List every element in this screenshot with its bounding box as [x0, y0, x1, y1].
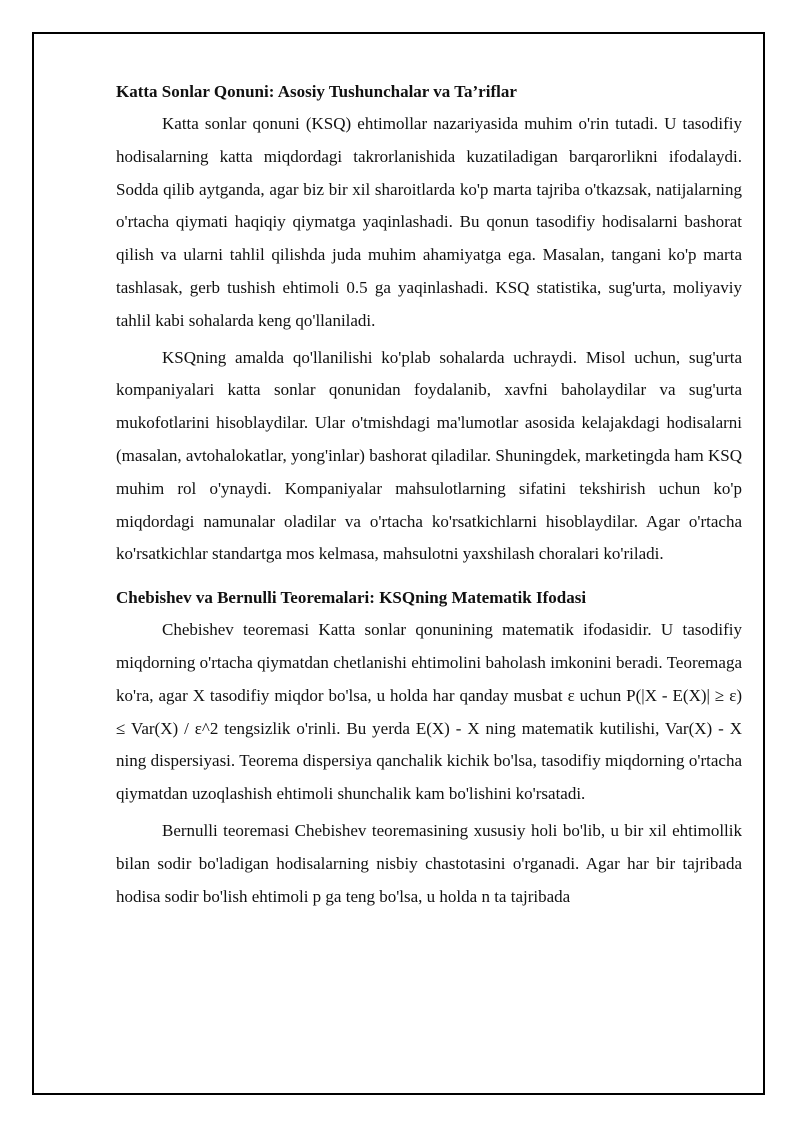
paragraph-1: Katta sonlar qonuni (KSQ) ehtimollar nazariyasida muhim o'rin tutadi. U tasodifiy hodisalarning katta miqdordagi takrorlanishida kuzatiladigan barqarorlikni ifodalaydi. Sodda qilib aytganda, agar biz bir xil sharoitlarda ko'p marta tajriba o'tkazsak, natijalarning o'rtacha qiymati haqiqiy qiymatga yaqinlashadi. Bu qonun tasodifiy hodisalarni bashorat qilish va ularni tahlil qilishda juda muhim ahamiyatga ega. Masalan, tangani ko'p marta tashlasak, gerb tushish ehtimoli 0.5 ga yaqinlashadi. KSQ statistika, sug'urta, moliyaviy tahlil kabi sohalarda keng qo'llaniladi.: [116, 114, 742, 330]
section-heading-2: Chebishev va Bernulli Teoremalari: KSQning Matematik Ifodasi: [116, 588, 587, 608]
paragraph-2: KSQning amalda qo'llanilishi ko'plab sohalarda uchraydi. Misol uchun, sug'urta kompaniyalari katta sonlar qonunidan foydalanib, xavfni baholaydilar va sug'urta mukofotlarini hisoblaydilar. Ular o'tmishdagi ma'lumotlar asosida kelajakdagi hodisalarni (masalan, avtohalokatlar, yong'inlar) bashorat qiladilar. Shuningdek, marketingda ham KSQ muhim rol o'ynaydi. Kompaniyalar mahsulotlarning sifatini tekshirish uchun ko'p miqdordagi namunalar oladilar va o'rtacha ko'rsatkichlarni hisoblaydilar. Agar o'rtacha ko'rsatkichlar standartga mos kelmasa, mahsulotni yaxshilash choralari ko'riladi.: [116, 347, 742, 564]
paragraph-3: Chebishev teoremasi Katta sonlar qonunining matematik ifodasidir. U tasodifiy miqdorning o'rtacha qiymatdan chetlanishi ehtimolini baholash imkonini beradi. Teoremaga ko'ra, agar X tasodifiy miqdor bo'lsa, u holda har qanday musbat ε uchun P(|X - E(X)| ≥ ε) ≤ Var(X) / ε^2 tengsizlik o'rinli. Bu yerda E(X) - X ning matematik kutilishi, Var(X) - X ning dispersiyasi. Teorema dispersiya qanchalik kichik bo'lsa, tasodifiy miqdorning o'rtacha qiymatdan uzoqlashish ehtimoli shunchalik kam bo'lishini ko'rsatadi.: [116, 620, 742, 804]
document-body: [116, 76, 742, 913]
paragraph-4: Bernulli teoremasi Chebishev teoremasining xususiy holi bo'lib, u bir xil ehtimollik bilan sodir bo'ladigan hodisalarning nisbiy chastotasini o'rganadi. Agar har bir tajribada hodisa sodir bo'lish ehtimoli p ga teng bo'lsa, u holda n ta tajribada: [116, 820, 742, 906]
section-heading-1: Katta Sonlar Qonuni: Asosiy Tushunchalar va Ta’riflar: [116, 82, 517, 101]
